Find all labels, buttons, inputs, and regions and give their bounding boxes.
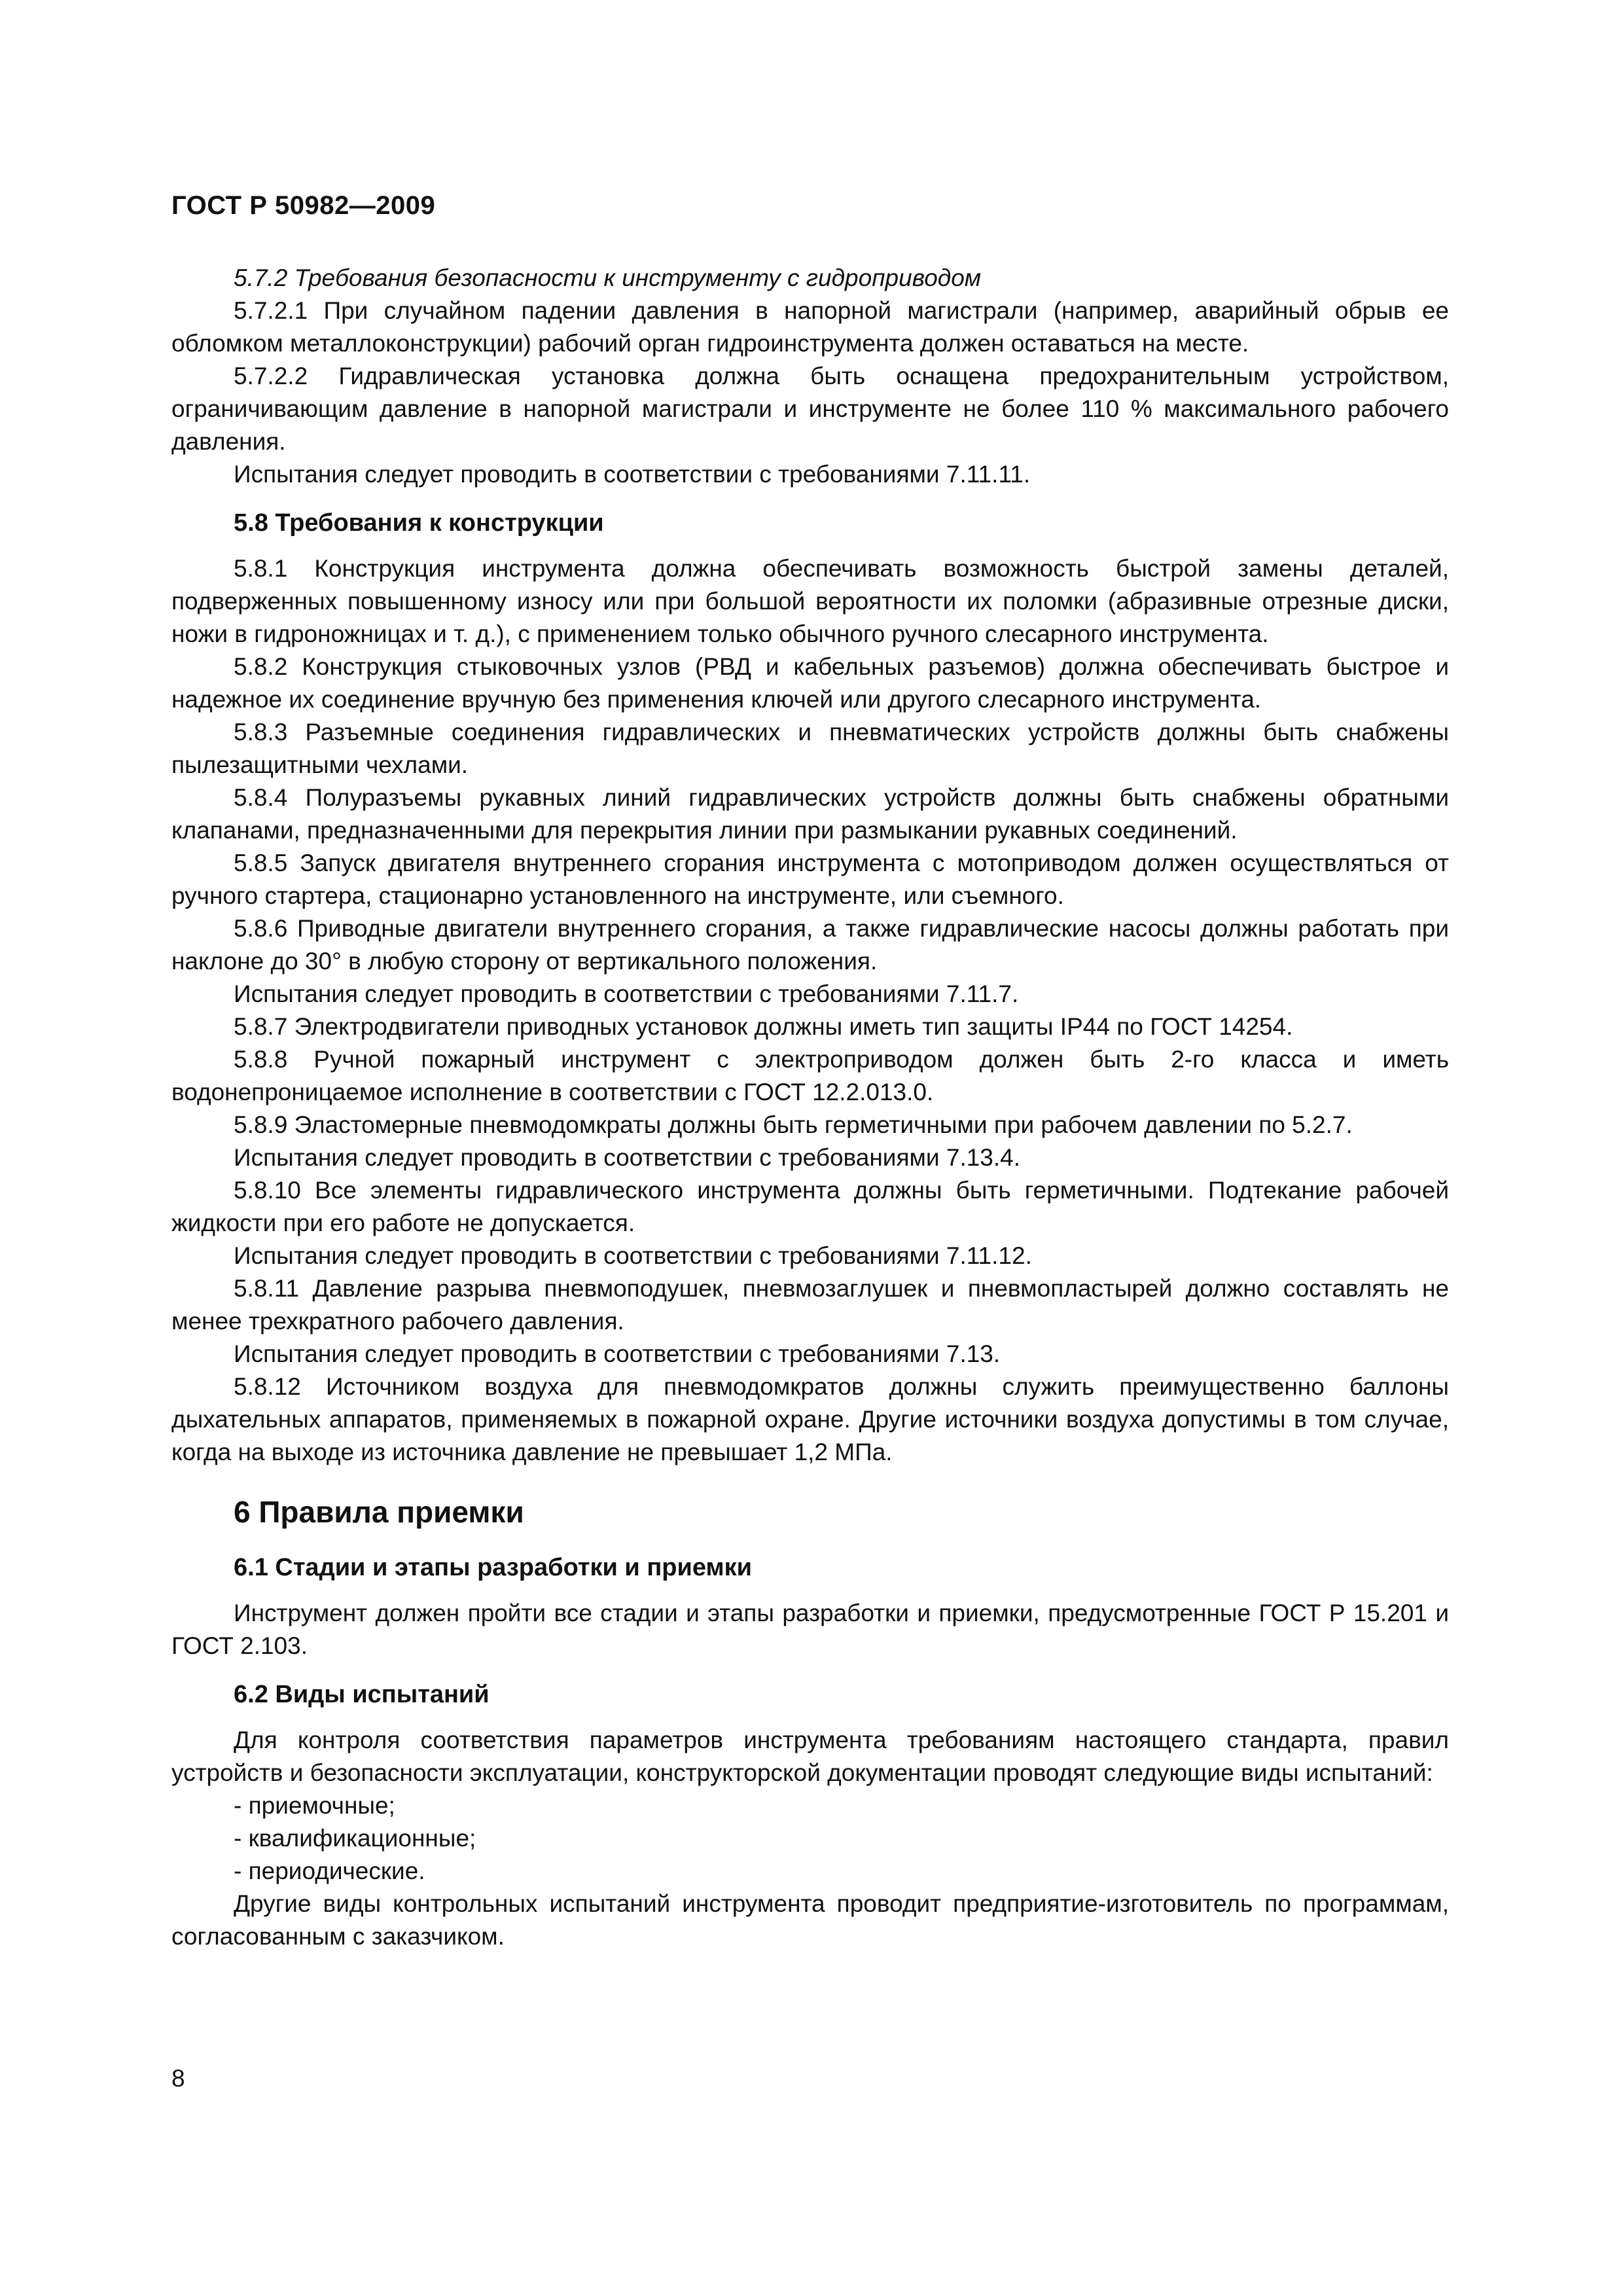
paragraph-6-1: Инструмент должен пройти все стадии и этапы разработки и приемки, предусмотренные ГОСТ Р 15.201 и ГОСТ 2.103.: [171, 1600, 1449, 1659]
paragraph-6-2-outro: Другие виды контрольных испытаний инструмента проводит предприятие-изготовитель по программам, согласованным с заказчиком.: [171, 1890, 1449, 1950]
section-6-1-heading: 6.1 Стадии и этапы разработки и приемки: [234, 1554, 752, 1581]
paragraph-5-8-6: 5.8.6 Приводные двигатели внутреннего сгорания, а также гидравлические насосы должны работать при наклоне до 30° в любую сторону от вертикального положения.: [171, 915, 1449, 975]
paragraph-5-8-7: 5.8.7 Электродвигатели приводных установок должны иметь тип защиты IP44 по ГОСТ 14254.: [234, 1013, 1293, 1040]
paragraph-tests-7-11-12: Испытания следует проводить в соответствии с требованиями 7.11.12.: [234, 1242, 1032, 1269]
subsection-5-7-2-title: 5.7.2 Требования безопасности к инструменту с гидроприводом: [234, 264, 982, 291]
paragraph-5-8-1: 5.8.1 Конструкция инструмента должна обеспечивать возможность быстрой замены деталей, подверженных повышенному износу или при большой вероятности их поломки (абразивные отрезные диски, ножи в гидроножницах и т. д.), с применением только обычного ручного слесарного инструмента.: [171, 555, 1449, 647]
paragraph-5-8-8: 5.8.8 Ручной пожарный инструмент с электроприводом должен быть 2-го класса и иметь водонепроницаемое исполнение в соответствии с ГОСТ 12.2.013.0.: [171, 1046, 1449, 1105]
paragraph-tests-7-13-4: Испытания следует проводить в соответствии с требованиями 7.13.4.: [234, 1144, 1021, 1171]
section-5-8-heading: 5.8 Требования к конструкции: [234, 509, 604, 537]
paragraph-5-8-2: 5.8.2 Конструкция стыковочных узлов (РВД и кабельных разъемов) должна обеспечивать быстрое и надежное их соединение вручную без применения ключей или другого слесарного инструмента.: [171, 653, 1449, 713]
paragraph-5-7-2-2: 5.7.2.2 Гидравлическая установка должна быть оснащена предохранительным устройством, ограничивающим давление в напорной магистрали и инструменте не более 110 % максимального рабочего давления.: [171, 363, 1449, 455]
paragraph-tests-7-11-11: Испытания следует проводить в соответствии с требованиями 7.11.11.: [234, 461, 1031, 488]
page-number: 8: [171, 2065, 185, 2092]
paragraph-tests-7-11-7: Испытания следует проводить в соответствии с требованиями 7.11.7.: [234, 980, 1019, 1007]
paragraph-5-8-4: 5.8.4 Полуразъемы рукавных линий гидравлических устройств должны быть снабжены обратными клапанами, предназначенными для перекрытия линии при размыкании рукавных соединений.: [171, 784, 1449, 844]
paragraph-5-7-2-1: 5.7.2.1 При случайном падении давления в напорной магистрали (например, аварийный обрыв ее обломком металлоконструкции) рабочий орган гидроинструмента должен оставаться на месте.: [171, 297, 1449, 357]
paragraph-5-8-11: 5.8.11 Давление разрыва пневмоподушек, пневмозаглушек и пневмопластырей должно составлять не менее трехкратного рабочего давления.: [171, 1275, 1449, 1335]
section-6-2-heading: 6.2 Виды испытаний: [234, 1681, 490, 1708]
paragraph-tests-7-13: Испытания следует проводить в соответствии с требованиями 7.13.: [234, 1340, 1001, 1367]
paragraph-6-2-intro: Для контроля соответствия параметров инструмента требованиям настоящего стандарта, правил устройств и безопасности эксплуатации, конструкторской документации проводят следующие виды испытаний:: [171, 1727, 1449, 1786]
paragraph-5-8-10: 5.8.10 Все элементы гидравлического инструмента должны быть герметичными. Подтекание рабочей жидкости при его работе не допускается.: [171, 1177, 1449, 1236]
list-item: - приемочные;: [234, 1792, 395, 1819]
paragraph-5-8-9: 5.8.9 Эластомерные пневмодомкраты должны быть герметичными при рабочем давлении по 5.2.7.: [234, 1111, 1353, 1138]
document-code: ГОСТ Р 50982—2009: [171, 191, 436, 220]
page-content: [171, 262, 1449, 1953]
section-6-heading: 6 Правила приемки: [234, 1495, 524, 1529]
paragraph-5-8-3: 5.8.3 Разъемные соединения гидравлических и пневматических устройств должны быть снабжены пылезащитными чехлами.: [171, 719, 1449, 778]
paragraph-5-8-12: 5.8.12 Источником воздуха для пневмодомкратов должны служить преимущественно баллоны дыхательных аппаратов, применяемых в пожарной охране. Другие источники воздуха допустимы в том случае, когда на выходе из источника давление не превышает 1,2 МПа.: [171, 1373, 1449, 1465]
list-item: - квалификационные;: [234, 1825, 476, 1852]
list-item: - периодические.: [234, 1857, 425, 1884]
paragraph-5-8-5: 5.8.5 Запуск двигателя внутреннего сгорания инструмента с мотоприводом должен осуществляться от ручного стартера, стационарно установленного на инструменте, или съемного.: [171, 850, 1449, 909]
